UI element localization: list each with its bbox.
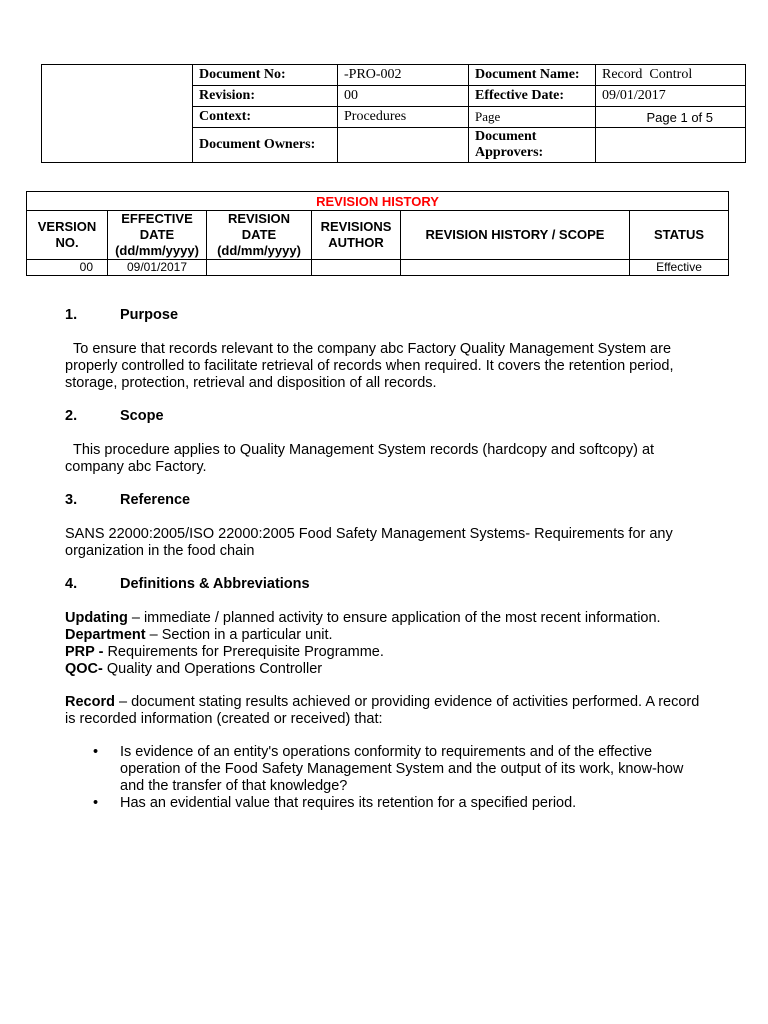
definition-term: Department: [65, 627, 146, 643]
definition-text: Section in a particular unit.: [161, 627, 333, 643]
column-header-author: REVISIONS AUTHOR: [312, 211, 401, 260]
section-title: Scope: [120, 408, 164, 424]
section-number: 4.: [65, 576, 78, 592]
bullet-icon: •: [93, 744, 99, 760]
context-label: Context:: [193, 107, 338, 128]
revision-history-title: REVISION HISTORY: [27, 192, 729, 211]
section-heading-definitions: [65, 576, 310, 592]
section-title: Reference: [120, 492, 191, 508]
row-author: [312, 260, 401, 276]
section-number: 1.: [65, 307, 78, 323]
definition-term: Record: [65, 694, 115, 710]
revision-history-table: [26, 191, 729, 276]
doc-name-label: Document Name:: [469, 65, 596, 86]
scope-text: This procedure applies to Quality Management System records (hardcopy and softcopy) at company abc Factory.: [65, 442, 655, 475]
definition-text: Quality and Operations Controller: [106, 661, 323, 677]
column-header-status: STATUS: [630, 211, 729, 260]
section-heading-purpose: [65, 307, 178, 323]
approvers-label: Document Approvers:: [469, 128, 596, 163]
doc-no-value: -PRO-002: [338, 65, 469, 86]
list-item-text: Has an evidential value that requires its retention for a specified period.: [120, 795, 577, 811]
column-header-effective-date: EFFECTIVE DATE (dd/mm/yyyy): [108, 211, 207, 260]
owners-label: Document Owners:: [193, 128, 338, 163]
row-status: Effective: [630, 260, 729, 276]
purpose-text: To ensure that records relevant to the company abc Factory Quality Management System are properly controlled to facilitate retrieval of records when required. It covers the retention period, storage, protection, retrieval and disposition of all records.: [65, 341, 674, 391]
definition-separator: –: [114, 694, 132, 710]
column-header-scope: REVISION HISTORY / SCOPE: [401, 211, 630, 260]
column-header-revision-date: REVISION DATE (dd/mm/yyyy): [207, 211, 312, 260]
list-item: [65, 744, 705, 795]
doc-name-value: Record Control: [596, 65, 746, 86]
effective-date-label: Effective Date:: [469, 86, 596, 107]
definition-text: Requirements for Prerequisite Programme.: [107, 644, 384, 660]
list-item-text: Is evidence of an entity's operations conformity to requirements and of the effective operation of the Food Safety Management System and the output of its work, know-how and the transfer of that knowledge?: [120, 744, 684, 794]
section-title: Definitions & Abbreviations: [120, 576, 310, 592]
definition-term: PRP -: [65, 644, 104, 660]
definition-text: immediate / planned activity to ensure application of the most recent information.: [143, 610, 661, 626]
list-item: [65, 795, 705, 812]
row-version: 00: [27, 260, 108, 276]
reference-text: SANS 22000:2005/ISO 22000:2005 Food Safety Management Systems- Requirements for any organization in the food chain: [65, 526, 673, 559]
definition-text: document stating results achieved or providing evidence of activities performed. A record is recorded information (created or received) that:: [65, 694, 700, 727]
definition-updating: [65, 610, 661, 627]
section-heading-scope: [65, 408, 164, 424]
document-header-table: [41, 64, 746, 163]
owners-value: [338, 128, 469, 163]
row-revision-date: [207, 260, 312, 276]
column-header-version: VERSION NO.: [27, 211, 108, 260]
definition-department: [65, 627, 333, 644]
section-heading-reference: [65, 492, 190, 508]
row-effective-date: 09/01/2017: [108, 260, 207, 276]
definition-qoc: [65, 661, 322, 678]
section-number: 2.: [65, 408, 78, 424]
record-criteria-list: [65, 744, 705, 812]
definition-record: [65, 694, 705, 728]
table-row: [27, 260, 729, 276]
revision-value: 00: [338, 86, 469, 107]
logo-cell: [42, 65, 193, 163]
bullet-icon: •: [93, 795, 99, 811]
section-title: Purpose: [120, 307, 179, 323]
revision-label: Revision:: [193, 86, 338, 107]
definition-term: Updating: [65, 610, 128, 626]
definition-prp: [65, 644, 384, 661]
page-number: Page 1 of 5: [596, 107, 746, 128]
definition-separator: –: [145, 627, 162, 643]
definition-term: QOC-: [65, 661, 103, 677]
context-value: Procedures: [338, 107, 469, 128]
section-number: 3.: [65, 492, 78, 508]
row-scope: [401, 260, 630, 276]
definition-separator: –: [127, 610, 144, 626]
page-label: Page: [469, 107, 596, 128]
approvers-value: [596, 128, 746, 163]
doc-no-label: Document No:: [193, 65, 338, 86]
effective-date-value: 09/01/2017: [596, 86, 746, 107]
